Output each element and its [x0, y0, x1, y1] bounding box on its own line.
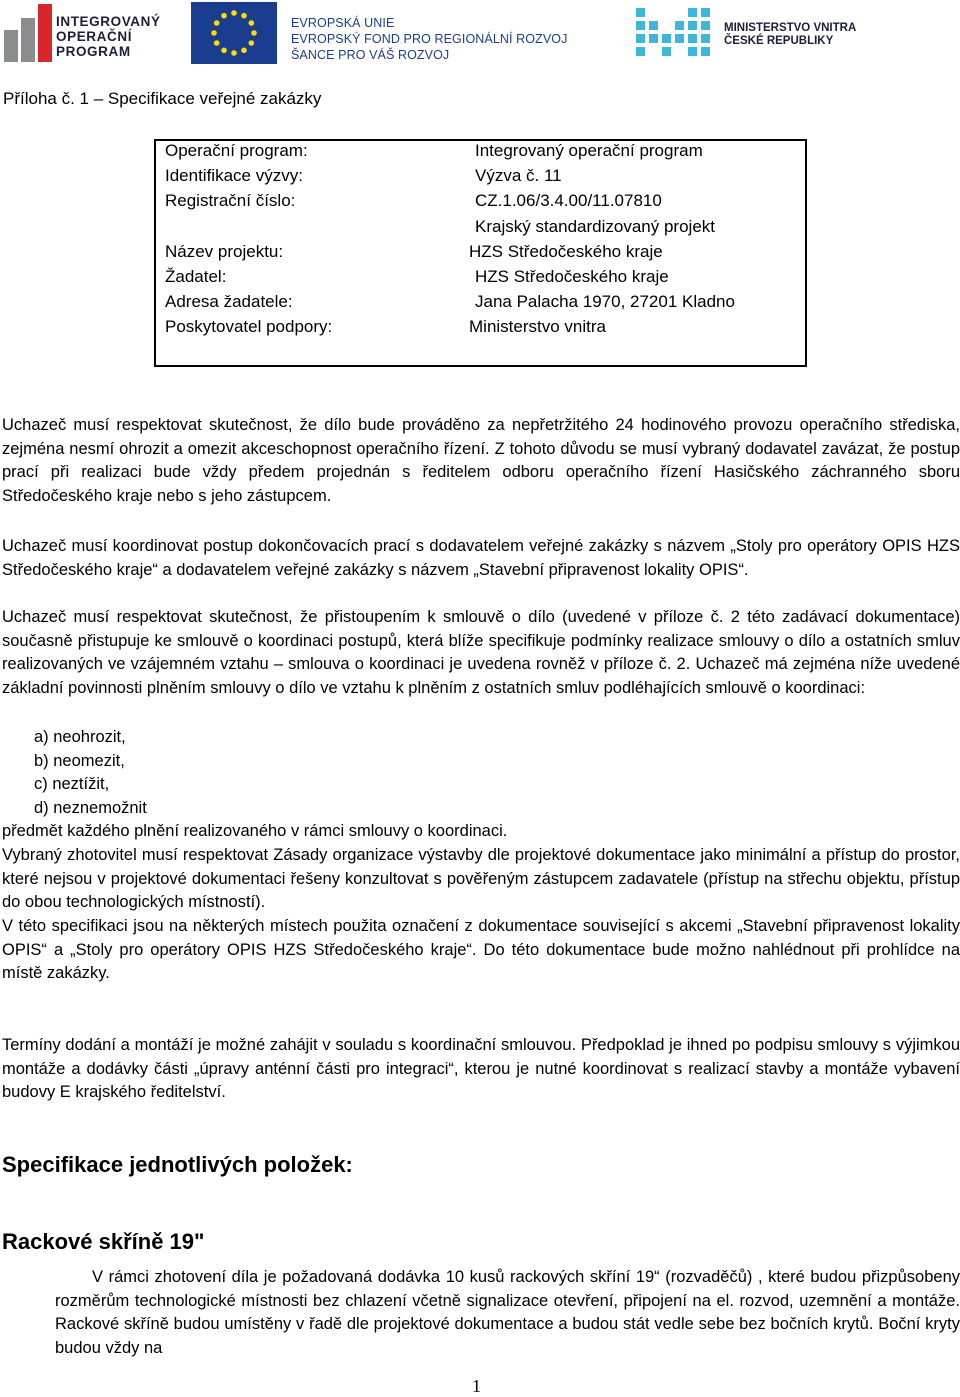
info-value: Jana Palacha 1970, 27201 Kladno	[475, 292, 735, 311]
info-label: Adresa žadatele:	[165, 292, 293, 311]
obligations-list	[34, 726, 147, 820]
info-label: Identifikace výzvy:	[165, 166, 303, 185]
project-info-box	[154, 139, 807, 367]
info-value: Výzva č. 11	[475, 166, 562, 185]
page-number: 1	[472, 1376, 481, 1396]
info-label: Název projektu:	[165, 242, 284, 261]
iop-logo-mark	[4, 4, 52, 62]
paragraph-subject: předmět každého plnění realizovaného v rámci smlouvy o koordinaci.	[2, 822, 508, 840]
paragraph-documentation: V této specifikaci jsou na některých místech použita označení z dokumentace související s akcemi „Stavební připravenost lokality OPIS“ a „Stoly pro operátory OPIS HZS Středočeského kraje“. Do této dokumentace bude možno nahlédnout při prohlídce na místě zakázky.	[2, 917, 960, 982]
info-label: Registrační číslo:	[165, 191, 296, 210]
info-label: Operační program:	[165, 141, 308, 160]
list-item: d) neznemožnit	[34, 798, 147, 817]
attachment-title: Příloha č. 1 – Specifikace veřejné zakázky	[3, 89, 322, 108]
paragraph-coordination: Uchazeč musí koordinovat postup dokončovacích prací s dodavatelem veřejné zakázky s názvem „Stoly pro operátory OPIS HZS Středočeského kraje“ a dodavatelem veřejné zakázky s názvem „Stavební připravenost lokality OPIS“.	[2, 537, 960, 579]
section-heading-racks: Rackové skříně 19"	[2, 1229, 205, 1254]
paragraph-coordination-contract: Uchazeč musí respektovat skutečnost, že přistoupením k smlouvě o dílo (uvedené v příloze č. 2 této zadávací dokumentace) současně přistupuje ke smlouvě o koordinaci postupů, která blíže specifikuje podmínky realizace smlouvy o dílo a ostatních smluv realizovaných ve vzájemném vztahu – smlouva o koordinaci je uvedena rovněž v příloze č. 2. Uchazeč má zejména níže uvedené základní povinnosti plněním smlouvy o dílo ve vztahu k plněním z ostatních smluv podléhajících smlouvě o koordinaci:	[2, 608, 960, 697]
info-value: CZ.1.06/3.4.00/11.07810	[475, 191, 662, 210]
mv-logo	[636, 4, 866, 64]
info-value: HZS Středočeského kraje	[469, 242, 663, 261]
paragraph-construction-rules: Vybraný zhotovitel musí respektovat Zásady organizace výstavby dle projektové dokumentace jako minimální a přístup do prostor, které nejsou v projektové dokumentaci řešeny konzultovat s pověřeným zástupcem zadavatele (přístup na střechu objektu, přístup do obou technologických místností).	[2, 846, 960, 911]
eu-logo-text: EVROPSKÁ UNIE EVROPSKÝ FOND PRO REGIONÁLNÍ ROZVOJ ŠANCE PRO VÁŠ ROZVOJ	[291, 16, 568, 62]
eu-flag-icon	[191, 2, 277, 64]
list-item: b) neomezit,	[34, 751, 125, 770]
info-value: Integrovaný operační program	[475, 141, 703, 160]
iop-logo	[4, 4, 174, 62]
section-heading-specification: Specifikace jednotlivých položek:	[2, 1152, 353, 1177]
eu-logo	[191, 2, 571, 64]
info-label: Žadatel:	[165, 267, 227, 286]
mv-logo-mark	[636, 4, 712, 64]
info-value: HZS Středočeského kraje	[475, 267, 669, 286]
info-value: Krajský standardizovaný projekt	[475, 217, 716, 236]
info-value: Ministerstvo vnitra	[469, 317, 606, 336]
list-item: a) neohrozit,	[34, 728, 126, 746]
paragraph-deadlines: Termíny dodání a montáží je možné zahájit v souladu s koordinační smlouvou. Předpoklad je ihned po podpisu smlouvy s výjimkou montáže a dodávky části „úpravy anténní části pro integraci“, kterou je nutné koordinovat s realizací stavby a montáže vybavení budovy E krajského ředitelství.	[2, 1036, 960, 1101]
paragraph-racks: V rámci zhotovení díla je požadovaná dodávka 10 kusů rackových skříní 19“ (rozvaděčů) , které budou přizpůsobeny rozměrům technologické místnosti bez chlazení včetně signalizace otevření, připojení na el. rozvod, uzemnění a montáže. Rackové skříně budou umístěny v řadě dle projektové dokumentace a budou stát vedle sebe bez bočních krytů. Boční kryty budou vždy na	[55, 1268, 960, 1357]
mv-logo-text: MINISTERSTVO VNITRA ČESKÉ REPUBLIKY	[724, 22, 857, 47]
info-label: Poskytovatel podpory:	[165, 317, 333, 336]
list-item: c) neztížit,	[34, 775, 110, 793]
logo-header	[0, 0, 960, 70]
paragraph-continuous-operation: Uchazeč musí respektovat skutečnost, že dílo bude prováděno za nepřetržitého 24 hodinového provozu operačního střediska, zejména nesmí ohrozit a omezit akceschopnost operačního řízení. Z tohoto důvodu se musí vybraný dodavatel zavázat, že postup prací při realizaci bude vždy předem projednán s ředitelem odboru operačního řízení Hasičského záchranného sboru Středočeského kraje nebo s jeho zástupcem.	[2, 416, 960, 505]
iop-logo-text: INTEGROVANÝ OPERAČNÍ PROGRAM	[56, 14, 161, 59]
